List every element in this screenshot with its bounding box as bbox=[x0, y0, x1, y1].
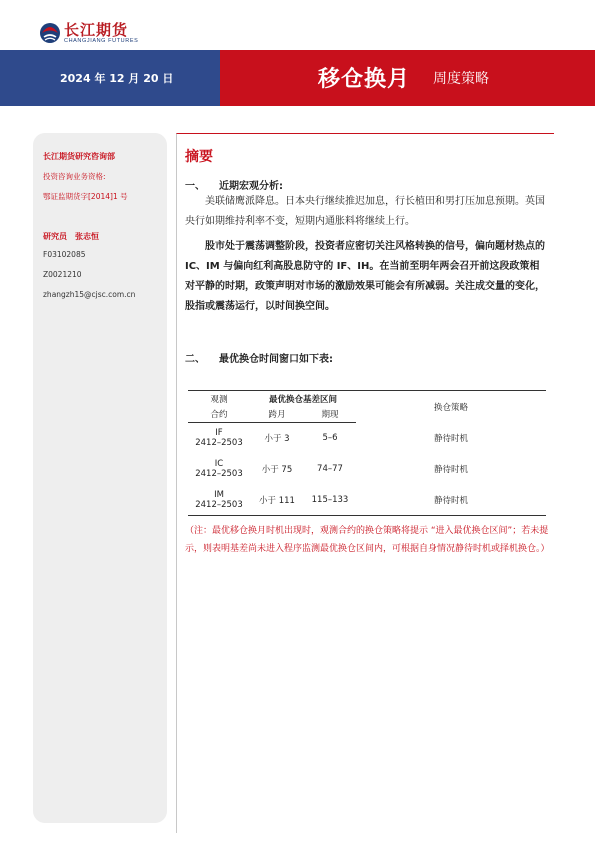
row-period: 115–133 bbox=[304, 485, 356, 516]
table-row bbox=[188, 454, 546, 485]
summary-heading: 摘要 bbox=[185, 149, 213, 165]
row-contract: IC 2412–2503 bbox=[195, 459, 243, 479]
section-1-number: 一、 bbox=[185, 181, 205, 192]
researcher-name: 张志恒 bbox=[75, 232, 99, 241]
table-row bbox=[188, 485, 546, 516]
header-cross: 跨月 bbox=[250, 407, 304, 423]
equity-paragraph: 股市处于震荡调整阶段，投资者应密切关注风格转换的信号，偏向题材热点的 IC、IM 与偏向红利高股息防守的 IF、IH。在当前至明年两会召开前这段政策相对平静的时期，政策声明对市场的激励效果可能会有所减弱。关注成交量的变化，股指或震荡运行，以时间换空间。 bbox=[185, 241, 545, 312]
qualification-label: 投资咨询业务资格: bbox=[43, 172, 106, 181]
rollover-table bbox=[188, 390, 546, 516]
researcher-id-2: Z0021210 bbox=[43, 270, 82, 279]
macro-paragraph: 美联储鹰派降息。日本央行继续推迟加息，行长植田和男打压加息预期。英国央行如期维持利率不变，短期内通胀料将继续上行。 bbox=[185, 196, 545, 227]
researcher-label: 研究员 bbox=[43, 232, 67, 241]
license-number: 鄂证监期货字[2014]1 号 bbox=[43, 192, 128, 201]
table-note: （注：最优移仓换月时机出现时，观测合约的换仓策略将提示 “进入最优换仓区间”；若未提示，则表明基差尚未进入程序监测最优换仓区间内，可根据自身情况静待时机或择机换仓。） bbox=[185, 526, 550, 554]
main-content bbox=[176, 133, 554, 833]
header-contract-1: 观测 bbox=[188, 391, 250, 407]
row-strategy: 静待时机 bbox=[433, 434, 468, 444]
logo-text-en: CHANGJIANG FUTURES bbox=[64, 38, 139, 44]
header-period: 期现 bbox=[304, 407, 356, 423]
row-strategy: 静待时机 bbox=[433, 465, 468, 475]
report-date: 2024 年 12 月 20 日 bbox=[60, 72, 174, 85]
section-2-title: 最优换仓时间窗口如下表: bbox=[219, 354, 333, 365]
section-2-heading bbox=[185, 350, 333, 365]
section-1-heading bbox=[185, 177, 283, 192]
logo-emblem-icon bbox=[38, 18, 62, 46]
row-contract: IM 2412–2503 bbox=[188, 485, 250, 516]
researcher-line bbox=[43, 231, 99, 242]
row-period: 74–77 bbox=[317, 464, 343, 474]
row-strategy: 静待时机 bbox=[356, 485, 546, 516]
section-2-number: 二、 bbox=[185, 354, 205, 365]
researcher-email: zhangzh15@cjsc.com.cn bbox=[43, 290, 136, 299]
row-contract: IF 2412–2503 bbox=[195, 428, 243, 449]
section-1-title: 近期宏观分析: bbox=[219, 181, 283, 192]
header-basis: 最优换仓基差区间 bbox=[250, 391, 356, 407]
header-banner bbox=[0, 50, 595, 106]
row-period: 5–6 bbox=[322, 433, 338, 444]
report-subtitle: 周度策略 bbox=[433, 71, 489, 87]
author-sidebar bbox=[33, 133, 167, 823]
researcher-id-1: F03102085 bbox=[43, 250, 86, 259]
header-contract-2: 合约 bbox=[188, 407, 250, 423]
logo-text: 长江期货 bbox=[64, 21, 129, 39]
department-name: 长江期货研究咨询部 bbox=[43, 152, 115, 161]
company-logo bbox=[38, 18, 148, 48]
row-cross: 小于 111 bbox=[250, 485, 304, 516]
header-strategy: 换仓策略 bbox=[356, 391, 546, 423]
table-row bbox=[188, 423, 546, 454]
row-cross: 小于 3 bbox=[264, 434, 290, 445]
row-cross: 小于 75 bbox=[261, 465, 293, 475]
report-title: 移仓换月 bbox=[318, 67, 411, 92]
